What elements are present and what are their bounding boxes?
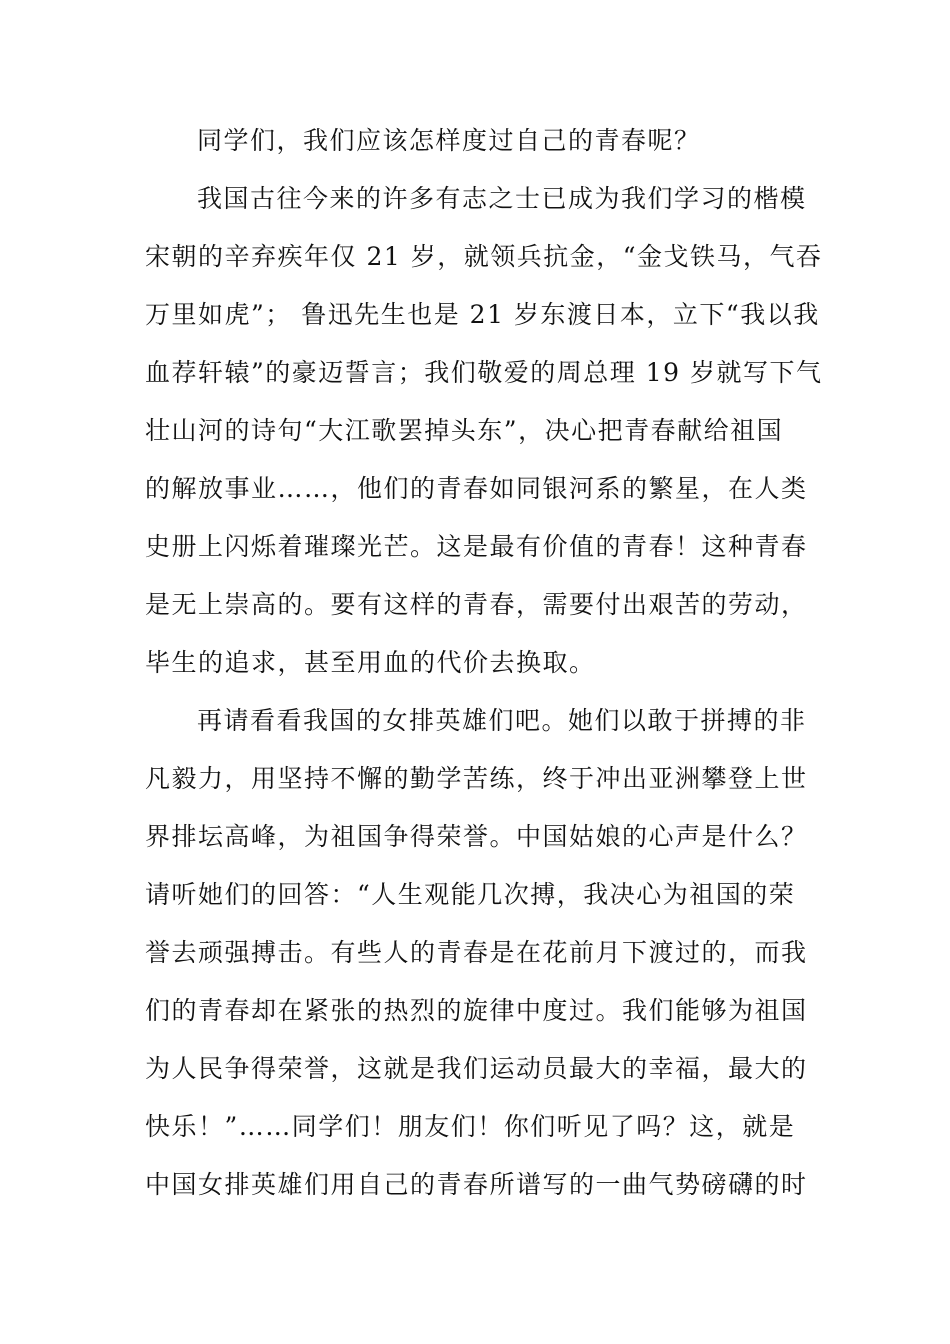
paragraph-2-line-5: 壮山河的诗句“大江歌罢掉头东”，决心把青春献给祖国 — [145, 416, 784, 445]
paragraph-3-line-7: 为人民争得荣誉，这就是我们运动员最大的幸福，最大的 — [145, 1054, 808, 1083]
paragraph-3-line-2: 凡毅力，用坚持不懈的勤学苦练，终于冲出亚洲攀登上世 — [145, 764, 808, 793]
paragraph-3-line-6: 们的青春却在紧张的热烈的旋律中度过。我们能够为祖国 — [145, 996, 808, 1025]
paragraph-3-line-1: 再请看看我国的女排英雄们吧。她们以敢于拼搏的非 — [197, 706, 807, 735]
paragraph-3-line-5: 誉去顽强搏击。有些人的青春是在花前月下渡过的，而我 — [145, 938, 808, 967]
paragraph-2-line-8: 是无上崇高的。要有这样的青春，需要付出艰苦的劳动， — [145, 590, 808, 619]
paragraph-2-line-3: 万里如虎”； 鲁迅先生也是 21 岁东渡日本，立下“我以我 — [145, 300, 820, 329]
paragraph-2-line-7: 史册上闪烁着璀璨光芒。这是最有价值的青春！这种青春 — [145, 532, 808, 561]
paragraph-2-line-6: 的解放事业……，他们的青春如同银河系的繁星，在人类 — [145, 474, 808, 503]
paragraph-1-line-1: 同学们，我们应该怎样度过自己的青春呢？ — [197, 126, 701, 155]
paragraph-3-line-9: 中国女排英雄们用自己的青春所谱写的一曲气势磅礴的时 — [145, 1170, 808, 1199]
paragraph-2-line-4: 血荐轩辕”的豪迈誓言；我们敬爱的周总理 19 岁就写下气 — [145, 358, 823, 387]
paragraph-2-line-1: 我国古往今来的许多有志之士已成为我们学习的楷模 — [197, 184, 807, 213]
paragraph-2-line-2: 宋朝的辛弃疾年仅 21 岁，就领兵抗金，“金戈铁马，气吞 — [145, 242, 823, 271]
paragraph-3-line-8: 快乐！”……同学们！朋友们！你们听见了吗？这，就是 — [145, 1112, 796, 1141]
paragraph-3-line-4: 请听她们的回答：“人生观能几次搏，我决心为祖国的荣 — [145, 880, 796, 909]
paragraph-3-line-3: 界排坛高峰，为祖国争得荣誉。中国姑娘的心声是什么？ — [145, 822, 808, 851]
paragraph-2-line-9: 毕生的追求，甚至用血的代价去换取。 — [145, 648, 596, 677]
